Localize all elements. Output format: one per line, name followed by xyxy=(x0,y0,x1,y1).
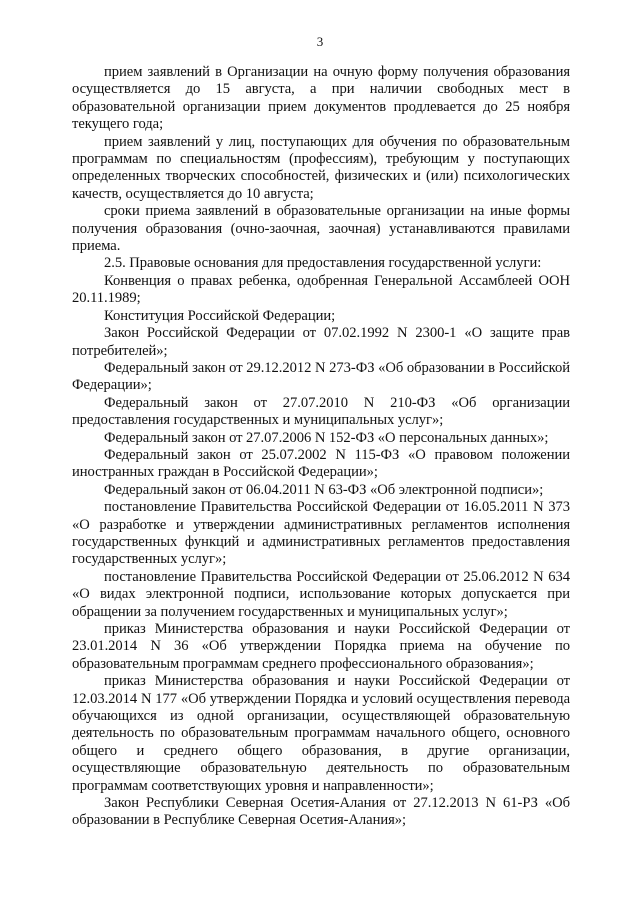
legal-item-electronic-signature-law: Федеральный закон от 06.04.2011 N 63-ФЗ «Об электронной подписи»; xyxy=(104,481,544,498)
legal-item-foreign-citizens-law: Федеральный закон от 25.07.2002 N 115-ФЗ «О правовом положении иностранных граждан в Российской Федерации»; xyxy=(72,446,570,481)
legal-item-public-services-law: Федеральный закон от 27.07.2010 N 210-ФЗ «Об организации предоставления государственных и муниципальных услуг»; xyxy=(72,394,570,429)
legal-item-personal-data-law: Федеральный закон от 27.07.2006 N 152-ФЗ «О персональных данных»; xyxy=(104,429,549,446)
document-body xyxy=(72,64,570,830)
legal-item-education-law: Федеральный закон от 29.12.2012 N 273-ФЗ «Об образовании в Российской Федерации»; xyxy=(72,359,570,394)
legal-item-order-36: приказ Министерства образования и науки Российской Федерации от 23.01.2014 N 36 «Об утверждении Порядка приема на обучение по образовательным программам среднего профессионального образования»; xyxy=(72,621,570,672)
legal-item-resolution-373: постановление Правительства Российской Федерации от 16.05.2011 N 373 «О разработке и утверждении административных регламентов исполнения государственных функций и административных регламентов предоставления государственных услуг»; xyxy=(72,499,570,568)
legal-item-order-177: приказ Министерства образования и науки Российской Федерации от 12.03.2014 N 177 «Об утверждении Порядка и условий осуществления перевода обучающихся из одной организации, осуществляющей образовательную деятельность по образовательным программам начального общего, основного общего и среднего общего образования, в другие организации, осуществляющие образовательную деятельность по образовательным программам соответствующих уровня и направленности»; xyxy=(72,673,570,794)
legal-item-resolution-634: постановление Правительства Российской Федерации от 25.06.2012 N 634 «О видах электронной подписи, использование которых допускается при обращении за получением государственных и муниципальных услуг»; xyxy=(72,568,570,620)
legal-item-constitution: Конституция Российской Федерации; xyxy=(104,307,336,324)
legal-item-consumer-protection-law: Закон Российской Федерации от 07.02.1992 N 2300-1 «О защите прав потребителей»; xyxy=(72,325,570,359)
paragraph-application-deadline-creative: прием заявлений у лиц, поступающих для обучения по образовательным программам по специальностям (профессиям), требующим у поступающих определенных творческих способностей, физических и (или) психологических качеств, осуществляется до 10 августа; xyxy=(72,133,570,202)
legal-item-convention-rights-child: Конвенция о правах ребенка, одобренная Генеральной Ассамблеей ООН 20.11.1989; xyxy=(72,272,570,307)
section-heading-legal-basis: 2.5. Правовые основания для предоставления государственной услуги: xyxy=(104,255,542,272)
legal-item-regional-education-law: Закон Республики Северная Осетия-Алания от 27.12.2013 N 61-РЗ «Об образовании в Республике Северная Осетия-Алания»; xyxy=(72,795,570,829)
paragraph-application-deadline-full-time: прием заявлений в Организации на очную форму получения образования осуществляется до 15 августа, а при наличии свободных мест в образовательной организации прием документов продлевается до 25 ноября текущего года; xyxy=(72,64,570,133)
page-number: 3 xyxy=(316,34,324,49)
paragraph-application-deadline-other-forms: сроки приема заявлений в образовательные организации на иные формы получения образования (очно-заочная, заочная) устанавливаются правилами приема. xyxy=(72,203,570,255)
